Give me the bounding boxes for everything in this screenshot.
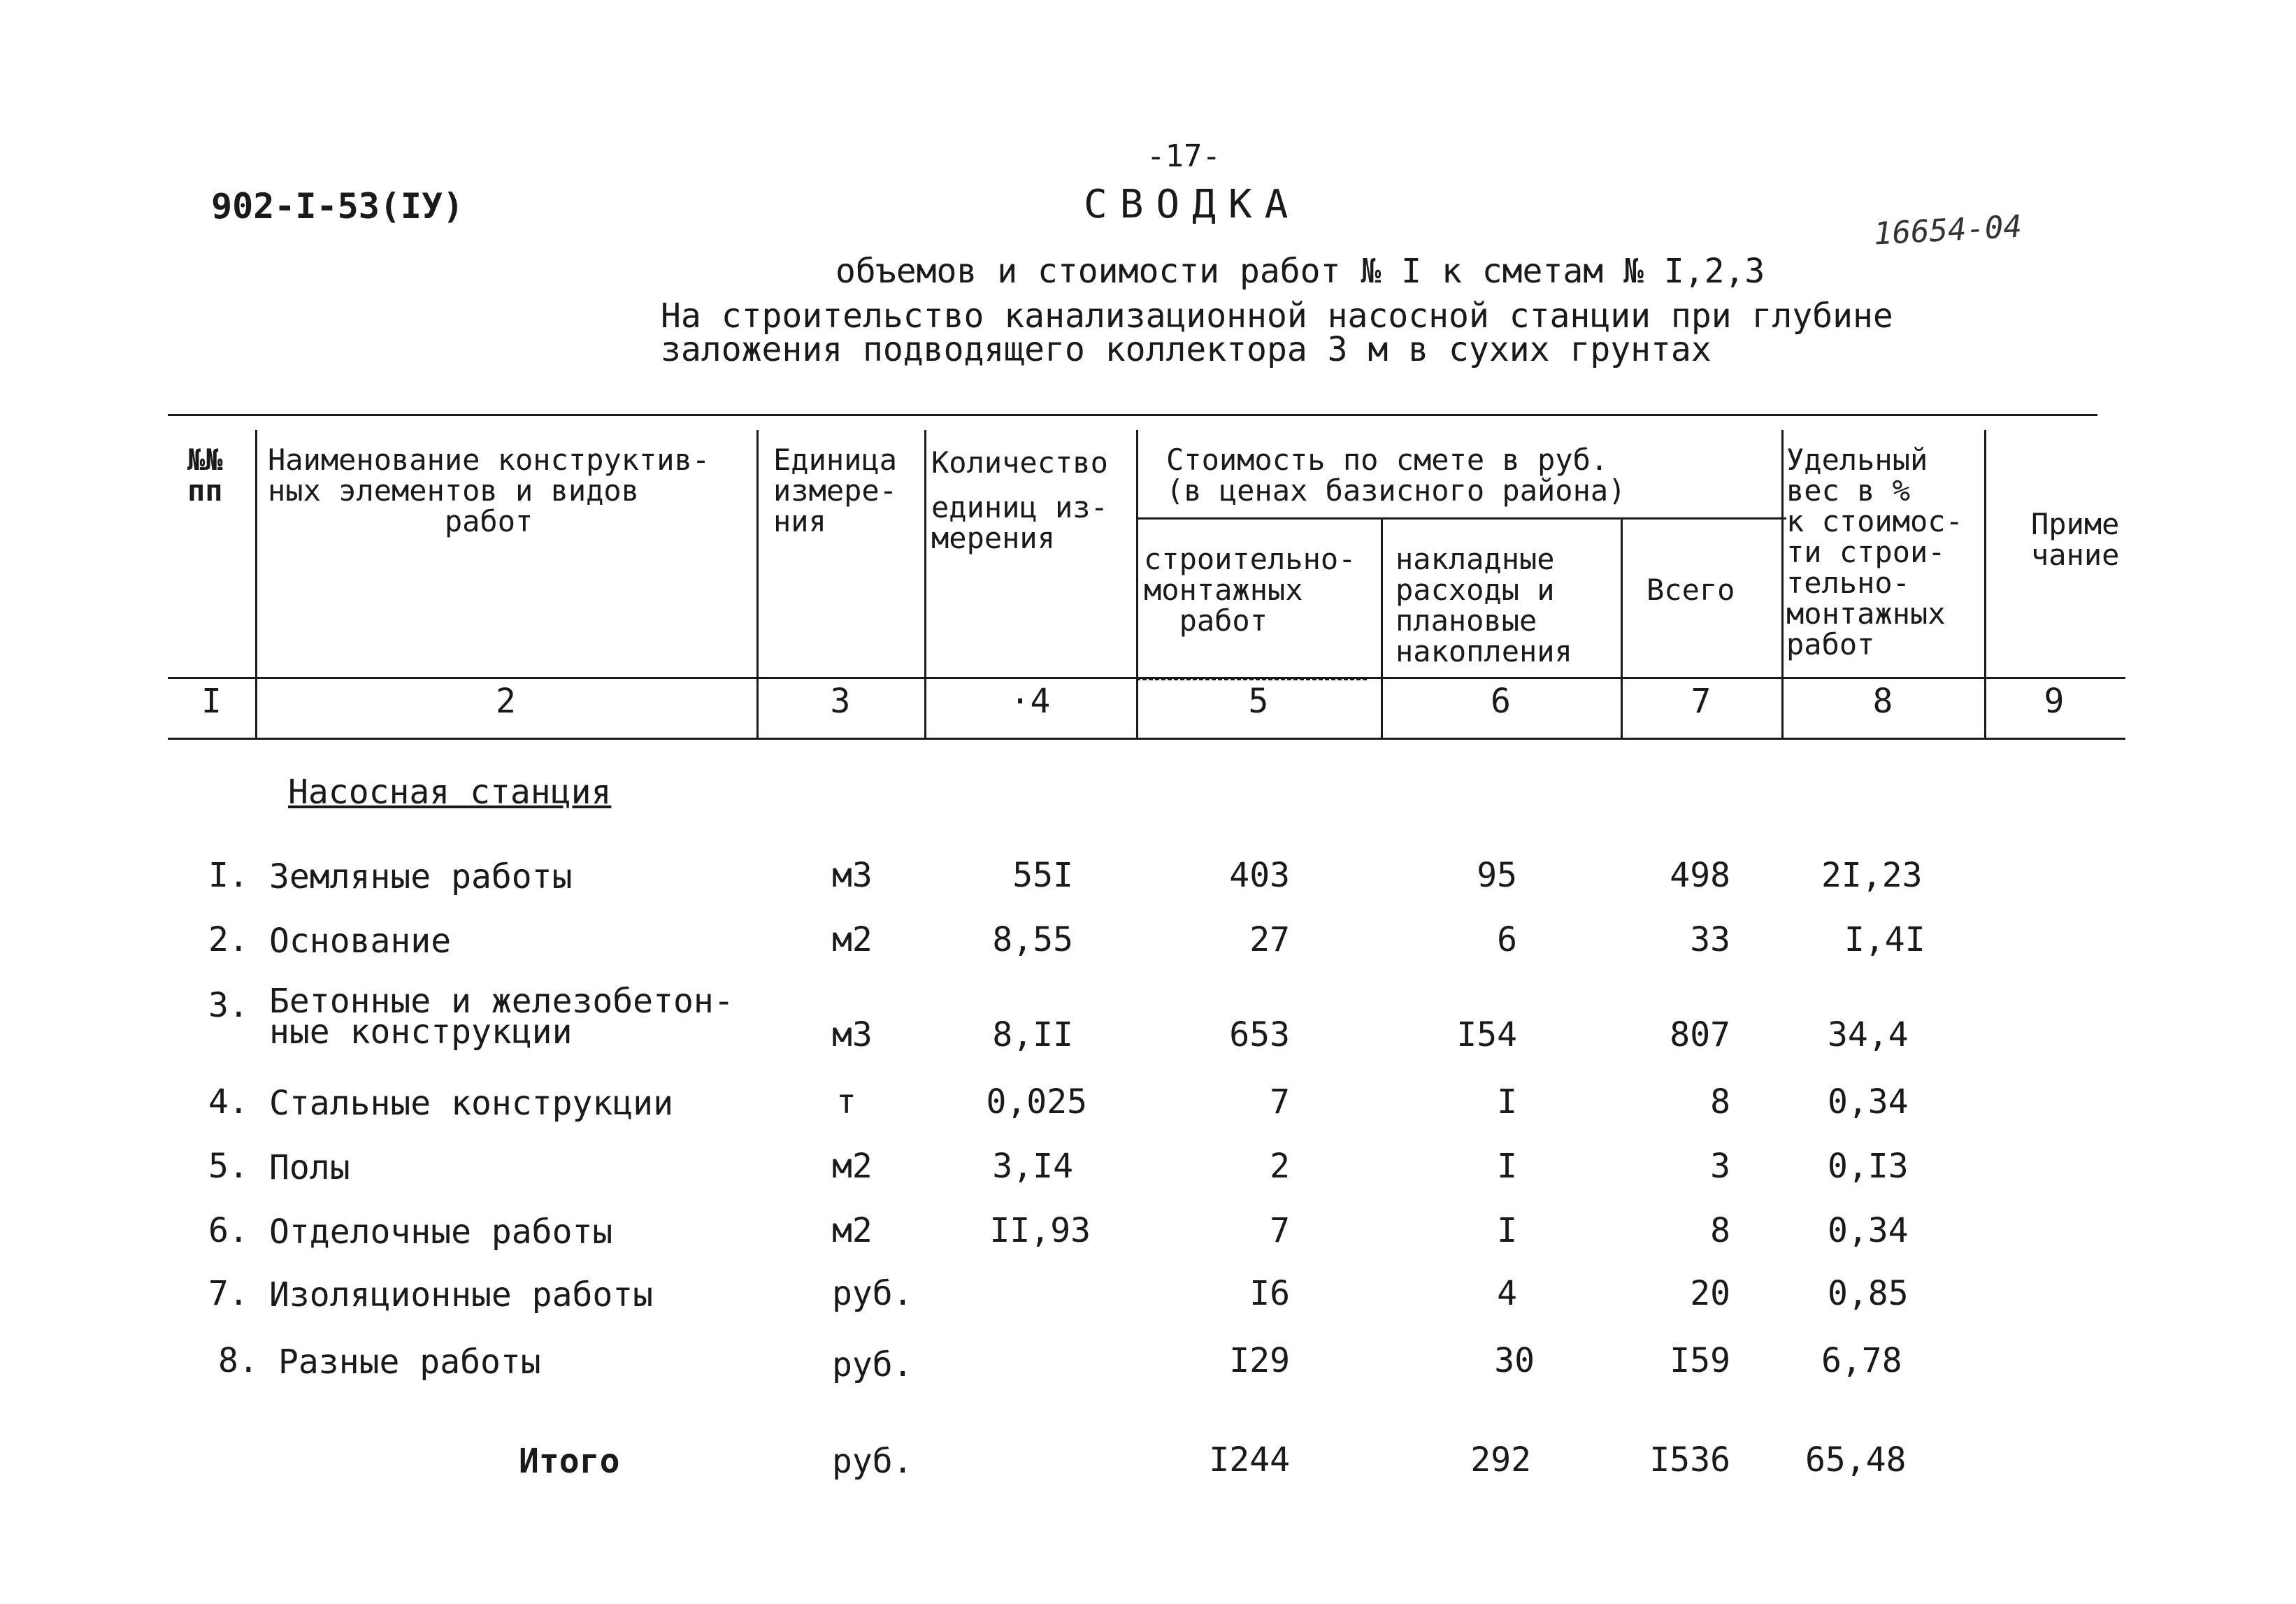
row-qty: II,93 [989, 1211, 1091, 1250]
row-name: Отделочные работы [269, 1212, 613, 1252]
row-unit: руб. [832, 1274, 913, 1313]
header-col4b: единиц из- мерения [931, 490, 1108, 555]
row-total: 807 [1670, 1015, 1730, 1054]
row-total: 20 [1690, 1274, 1730, 1313]
header-col2: Наименование конструктив- ных элементов и видов работ [268, 443, 710, 538]
page-number: -17- [1147, 138, 1221, 174]
row-unit: м2 [832, 920, 873, 959]
header-col9: Приме чание [2031, 507, 2120, 572]
row-share: 0,34 [1828, 1082, 1909, 1122]
row-overhead: I54 [1456, 1015, 1517, 1054]
row-overhead: I [1497, 1147, 1517, 1186]
document-code: 902-I-53(IУ) [211, 186, 464, 227]
colnum-8: 8 [1872, 682, 1893, 721]
row-name: Стальные конструкции [269, 1084, 673, 1123]
cost-group-divider [1136, 517, 1786, 520]
row-unit: м2 [832, 1211, 873, 1250]
colnum-1: I [201, 682, 222, 721]
header-col8: Удельный вес в % к стоимос- ти строи- тельно- монтажных работ [1786, 443, 1963, 661]
row-share: 34,4 [1828, 1015, 1909, 1054]
header-col3: Единица измере- ния [773, 443, 898, 538]
header-col5: строительно- монтажных работ [1144, 542, 1356, 638]
row-num: 7. [208, 1274, 249, 1313]
section-title: Насосная станция [288, 773, 612, 812]
subtitle-line1: объемов и стоимости работ № I к сметам № I,2,3 [835, 252, 1765, 291]
row-total: I59 [1670, 1341, 1730, 1380]
row-total: 8 [1710, 1082, 1730, 1122]
table-top-border [168, 414, 2097, 416]
row-qty: 3,I4 [992, 1147, 1073, 1186]
colnum-bottom-border [168, 738, 2125, 740]
row-name: Бетонные и железобетон- ные конструкции [269, 982, 734, 1052]
row-name: Полы [269, 1148, 350, 1187]
handwritten-note: 16654-04 [1872, 208, 2023, 252]
colnum-3: 3 [830, 682, 851, 721]
row-overhead: I [1497, 1211, 1517, 1250]
row-num: 5. [208, 1147, 249, 1186]
row-smr: 7 [1270, 1211, 1290, 1250]
header-col4a: Количество [931, 445, 1108, 480]
row-share: 6,78 [1821, 1341, 1902, 1380]
row-num: 6. [208, 1211, 249, 1250]
row-total: 8 [1710, 1211, 1730, 1250]
row-qty: 8,II [992, 1015, 1073, 1054]
row-overhead: 95 [1477, 856, 1517, 895]
page-title: СВОДКА [1084, 182, 1301, 227]
row-num: 2. [208, 920, 249, 959]
total-total: I536 [1649, 1440, 1730, 1480]
subtitle-line2b: заложения подводящего коллектора 3 м в сухих грунтах [661, 330, 1712, 369]
row-name: Основание [269, 922, 452, 961]
total-overhead: 292 [1470, 1440, 1531, 1480]
row-unit: м3 [832, 856, 873, 895]
header-col6: накладные расходы и плановые накопления [1395, 542, 1572, 668]
row-share: I,4I [1844, 920, 1925, 959]
row-smr: 7 [1270, 1082, 1290, 1122]
row-smr: I29 [1229, 1341, 1290, 1380]
row-share: 0,I3 [1828, 1147, 1909, 1186]
header-bottom-border [168, 677, 2125, 679]
row-overhead: 4 [1497, 1274, 1517, 1313]
row-smr: 27 [1249, 920, 1290, 959]
row-overhead: 30 [1494, 1341, 1535, 1380]
colnum-9: 9 [2044, 682, 2065, 721]
row-num: 3. [208, 986, 249, 1025]
row-overhead: I [1497, 1082, 1517, 1122]
colnum-6: 6 [1491, 682, 1511, 721]
total-share: 65,48 [1805, 1440, 1907, 1480]
row-name: Разные работы [278, 1342, 541, 1382]
row-smr: 403 [1229, 856, 1290, 895]
total-unit: руб. [832, 1442, 913, 1481]
colnum-4: ·4 [1010, 682, 1051, 721]
row-total: 3 [1710, 1147, 1730, 1186]
row-total: 498 [1670, 856, 1730, 895]
colnum-7: 7 [1691, 682, 1712, 721]
row-share: 0,34 [1828, 1211, 1909, 1250]
row-share: 2I,23 [1821, 856, 1923, 895]
row-unit: руб. [832, 1345, 913, 1384]
row-name: Изоляционные работы [269, 1275, 654, 1315]
subtitle-line2a: На строительство канализационной насосной станции при глубине [661, 296, 1893, 336]
header-col1: №№ пп [187, 443, 223, 508]
row-num: 8. [218, 1341, 259, 1380]
colnum-2: 2 [496, 682, 516, 721]
total-label: Итого [519, 1442, 620, 1481]
row-name: Земляные работы [269, 857, 573, 896]
header-col7: Всего [1646, 573, 1735, 607]
row-unit: м3 [832, 1015, 873, 1054]
row-smr: 653 [1229, 1015, 1290, 1054]
row-num: I. [208, 856, 249, 895]
row-qty: 0,025 [986, 1082, 1087, 1122]
row-total: 33 [1690, 920, 1730, 959]
row-num: 4. [208, 1082, 249, 1122]
subtitle-line2 [661, 296, 1893, 369]
row-share: 0,85 [1828, 1274, 1909, 1313]
colnum-5: 5 [1248, 682, 1269, 721]
row-overhead: 6 [1497, 920, 1517, 959]
header-cost-group: Стоимость по смете в руб. (в ценах базисного района) [1166, 443, 1626, 508]
row-unit: т [836, 1082, 856, 1122]
row-smr: I6 [1249, 1274, 1290, 1313]
total-smr: I244 [1209, 1440, 1290, 1480]
row-smr: 2 [1270, 1147, 1290, 1186]
row-unit: м2 [832, 1147, 873, 1186]
row-qty: 55I [1012, 856, 1073, 895]
row-qty: 8,55 [992, 920, 1073, 959]
